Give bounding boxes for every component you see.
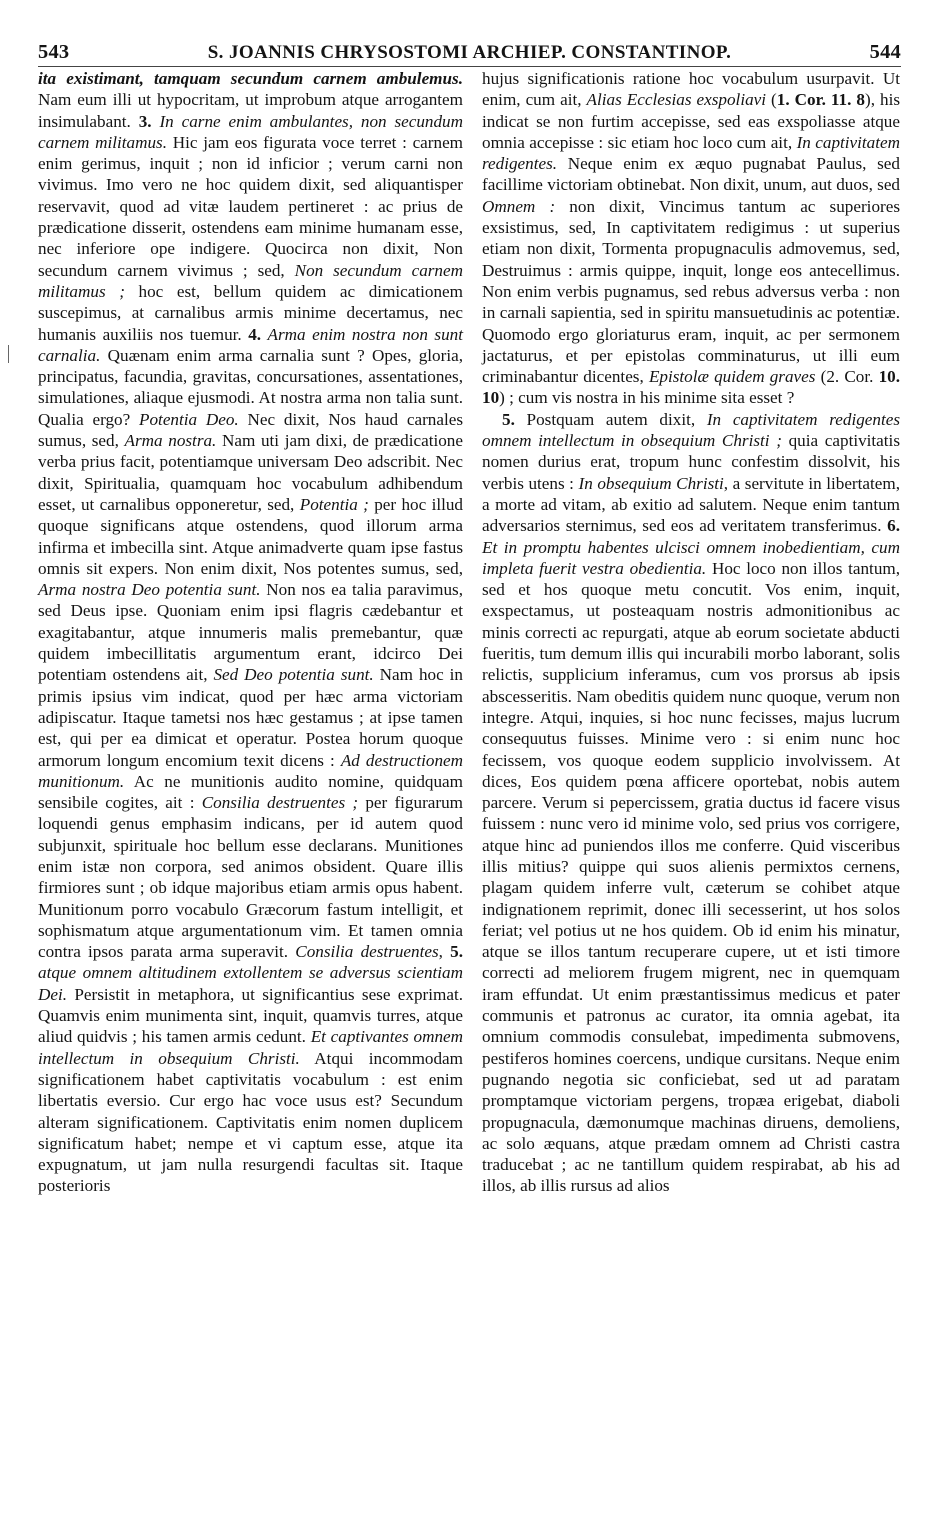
text-run: ), his indicat se non furtim accepisse, sed eas exspoliasse atque omnia accepisse : sic etiam hoc loco cum ait, — [482, 90, 900, 152]
italic-text: Consilia destruentes ; — [201, 793, 359, 813]
left-column-paragraph — [38, 68, 463, 1197]
left-column — [38, 68, 463, 1197]
italic-text: Et in promptu habentes ulcisci omnem inobedientiam, cum impleta fuerit vestra obedientia. — [482, 537, 900, 578]
italic-text: Arma nostra Deo potentia sunt. — [38, 580, 261, 600]
text-run: ) ; cum vis nostra in his minime sita esset ? — [499, 388, 795, 408]
bold-text: 1. Cor. 11. 8 — [776, 90, 865, 110]
text-run: Persistit in metaphora, ut significantius sese exprimat. Quamvis enim munimenta sint, inquit, quamvis turres, atque aliud quidvis ; his tamen armis cedunt. — [38, 984, 463, 1047]
right-column — [482, 68, 900, 1197]
bold-text: 5. — [450, 942, 463, 962]
text-run: per hoc illud quoque significans atque ostendens, quod illorum arma infirma et imbecilla sint. Atque animadverte quam ipse fastus omnis sit expers. Non enim dixit, Nos potentes sumus, sed, — [38, 494, 463, 578]
page-header — [38, 34, 901, 64]
italic-text: Arma nostra. — [124, 431, 217, 451]
italic-text: atque omnem altitudinem extollentem se adversus scientiam Dei. — [38, 963, 463, 1004]
text-run: Nam hoc in primis ipsius vim indicat, quod per hæc arma victoriam adipiscatur. Itaque tametsi nos hæc gestamus ; at ipse tamen est, qui per ea dimicat et operatur. Postea horum quoque armorum longum encomium texit dicens : — [38, 665, 463, 770]
text-run: ( — [766, 90, 777, 110]
italic-text: Et captivantes omnem intellectum in obsequium Christi. — [38, 1027, 464, 1068]
text-run: Hoc loco non illos tantum, sed et hos quoque metu concutit. Vos enim, inquit, exspectamus, ut posteaquam nostris admonitionibus ac minis correcti ac repurgati, atque ab eorum societate abducti fueritis, tum demum illis qui incurabili morbo laborant, solis relictis, supplicium inferamus, cum vos prorsus ab ipsis abscesseritis. Nam obeditis quidem nunc quoque, verum non integre. Atqui, inquies, si hoc nunc fecisses, majus lucrum consequutus fuisses. Minime vero : si enim nunc hoc fecissem, vos quoque eodem supplicio involvissem. At dices, Eos quidem pœna afficere oportebat, nobis autem parcere. Verum si pepercissem, gratia ductus id facere visus fuissem : nunc vero id minime volo, sed prius vos corrigere, atque hinc ad puniendos illos me conferre. Quid visceribus illis mitius? quippe qui suos alienis permixtos cernens, plagam quidem inferre vult, cæterum se cohibet atque indignationem reprimit, donec illi secesserint, ut hos solos feriat; vel potius ut ne hos quidem. Ob id enim his minatur, atque se illos tantum recuperare cupere, ut et isti timore correcti ad meliorem frugem migrent, nec in quemquam iram effundat. Ut enim præstantissimus medicus et pater communis et patronus ac curator, ita omnia agebat, ita omnium commodis consulebat, impedimenta submovens, pestiferos homines coercens, undique cursitans. Neque enim pugnando negotia sic conficiebat, sed ut ad paratam promptamque victoriam pergens, tropæa erigebat, diaboli propugnacula, dæmonumque machinas diruens, demoliens, ac solo æquans, atque prædam omnem ad Christi castra traducebat ; ac ne tantillum quidem respirabat, ab his ad illos, ab illis rursus ad alios — [482, 558, 901, 1196]
italic-text: In obsequium Christi — [578, 473, 724, 493]
text-run: Neque enim ex æquo pugnabat Paulus, sed facillime victoriam obtinebat. Non dixit, unum, aut duos, sed — [482, 154, 900, 195]
page-number-left: 543 — [38, 41, 70, 63]
text-run: Nam eum illi ut hypocritam, ut improbum atque arrogantem insimulabant. — [38, 90, 463, 131]
italic-text: In carne enim ambulantes, non secundum carnem militamus. — [38, 111, 464, 152]
text-run: Nam uti jam dixi, de prædicatione verba prius facit, potentiamque universam Deo adscribit. Nec dixit, Spiritualia, quamquam hoc vocabulum adhibendum esset, ut carnalibus opponeretur, sed, — [38, 431, 463, 514]
text-run: Non nos ea talia paravimus, sed Deus ipse. Quoniam enim ipsi flagris cædebantur et exagitabantur, atque innumeris malis premebantur, quæ quidem imbecillitatis argumentum erant, idcirco Dei potentiam ostendens ait, — [38, 580, 463, 685]
italic-text: In captivitatem redigentes. — [482, 132, 901, 174]
italic-text: Potentia Deo. — [139, 409, 239, 429]
italic-text: Potentia ; — [299, 494, 369, 514]
text-run: , a servitute in libertatem, a morte ad vitam, ab exitio ad salutem. Neque enim tantum adversarios sternimus, sed eos ad veritatem transferimus. — [482, 473, 900, 536]
text-run: Atqui incommodam significationem habet captivitatis vocabulum : est enim libertatis eversio. Cur ergo hac voce usus est? Secundum alteram significationem. Captivitatis enim nomen duplicem significatum habet; nempe et vi captum esse, atque ita expugnatum, ut jam nulla resurgendi facultas sit. Itaque posterioris — [38, 1048, 463, 1196]
italic-text: Omnem : — [482, 196, 556, 216]
italic-text: Alias Ecclesias exspoliavi — [586, 90, 767, 110]
italic-text: In captivitatem redigentes omnem intellectum in obsequium Christi ; — [482, 409, 900, 451]
text-run: Ac ne munitionis audito nomine, quidquam sensibile cogites, ait : — [38, 771, 463, 813]
text-run: quia captivitatis nomen durius erat, tropum hunc confestim dissolvit, his verbis utens : — [482, 431, 900, 493]
text-run: Quænam enim arma carnalia sunt ? Opes, gloria, principatus, facundia, gravitas, concursationes, assentationes, simulationes, aliaque ejusmodi. At nostra arma non talia sunt. Qualia ergo? — [38, 345, 463, 429]
text-run: (2. Cor. — [815, 367, 879, 387]
italic-text: Epistolæ quidem graves — [648, 367, 816, 387]
page-number-right: 544 — [869, 41, 901, 63]
text-run: per figurarum loquendi genus emphasim indicans, per id autem quod subjunxit, spirituale hoc bellum esse declarans. Munitiones enim istæ non corpora, sed animos obsident. Quare illis firmiores sunt ; ob idque majoribus etiam armis opus habent. Munitionum porro vocabulo Græcorum fastum intelligit, et sophismatum atque argumentationum vim. Et tamen omnia contra ipsos parata arma superavit. — [38, 793, 463, 962]
text-run: hoc est, bellum quidem ac dimicationem suscepimus, at carnalibus armis minime decertamus, nec humanis auxiliis nos tuemur. — [38, 281, 463, 344]
header-rule — [38, 66, 901, 67]
text-run: Nec dixit, Nos haud carnales sumus, sed, — [38, 409, 464, 451]
bold-text: 10. 10 — [482, 367, 901, 408]
text-run: Postquam autem dixit, — [514, 409, 707, 429]
bold-text: 3. — [138, 111, 152, 131]
text-run: Hic jam eos figurata voce terret : carnem enim gerimus, inquit ; non id inficior ; verum carni non vivimus. Imo vero ne hoc quidem dixit, sed aliquantisper reservavit, quod ad vitæ laudem pertineret : ac prius de prædicatione disserit, ostendens eam minime humanam esse, nec inferiore ope indigere. Quocirca non dixit, Non secundum carnem vivimus ; sed, — [38, 132, 464, 280]
margin-mark — [8, 345, 9, 363]
italic-text: Ad destructionem munitionum. — [38, 750, 464, 791]
text-run: non dixit, Vincimus tantum ac superiores exsistimus, sed, In captivitatem redigimus : ut superius etiam non dixit, Tormenta propugnaculis admovemus, sed, Destruimus : armis quippe, inquit, longe eos antecellimus. Non enim verbis pugnamus, sed rebus adversus verba : non in carnali sapientia, sed in spiritu mansuetudinis ac potentiæ. Quomodo ergo gloriaturus eram, inquit, ac per sermonem jactaturus, et per epistolas comminaturus, ut illi eum criminabantur dicentes, — [482, 196, 901, 387]
bold-text: 4. — [248, 324, 262, 344]
bold-text: 6. — [887, 516, 900, 536]
text-run: , — [438, 942, 451, 962]
right-column-paragraph — [482, 68, 900, 409]
bold-text: 5. — [502, 409, 515, 429]
italic-text: Non secundum carnem militamus ; — [38, 260, 463, 301]
italic-text: Arma enim nostra non sunt carnalia. — [38, 324, 463, 365]
italic-text: Sed Deo potentia sunt. — [213, 665, 374, 685]
italic-text: Consilia destruentes — [295, 942, 439, 962]
text-run: hujus significationis ratione hoc vocabulum usurpavit. Ut enim, cum ait, — [482, 69, 900, 110]
italic-text: ita existimant, tamquam secundum carnem ambulemus. — [38, 69, 463, 88]
right-column-paragraph — [482, 409, 900, 1197]
running-head: S. JOANNIS CHRYSOSTOMI ARCHIEP. CONSTANTINOP. — [207, 42, 732, 63]
